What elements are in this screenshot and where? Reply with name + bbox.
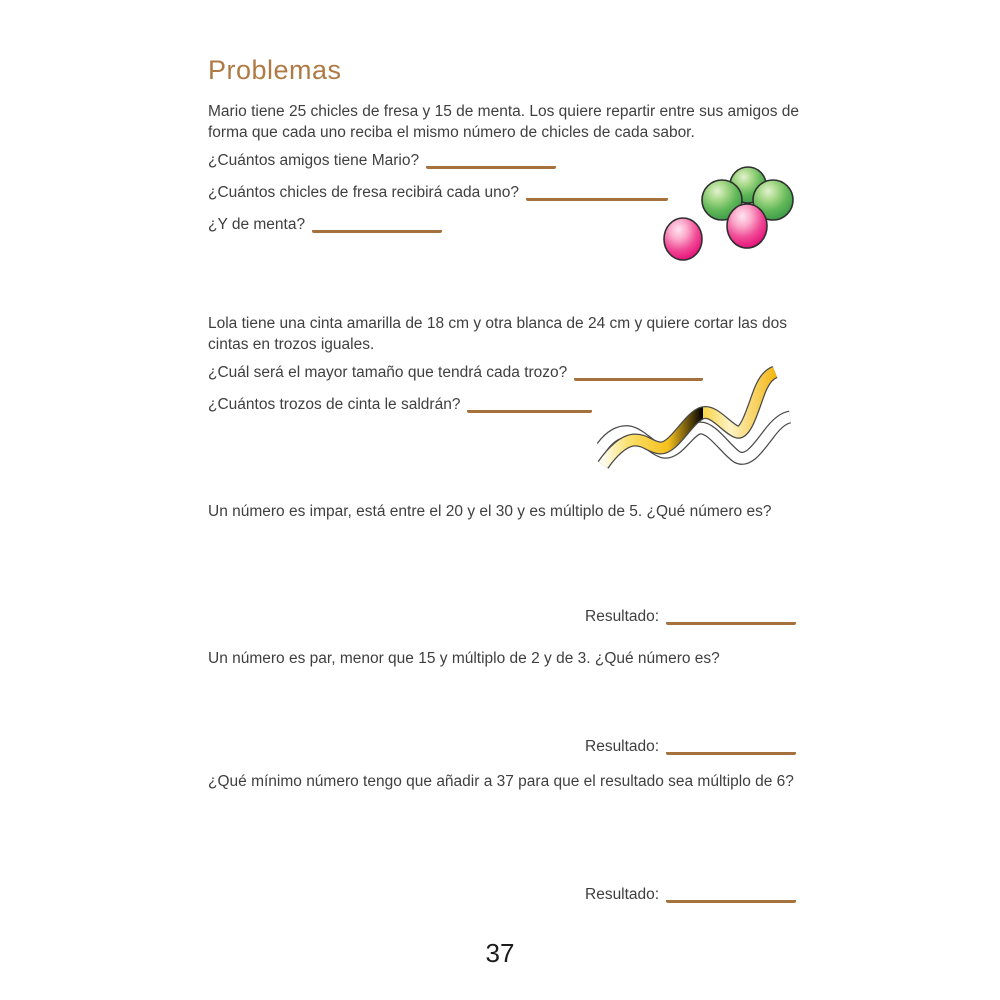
answer-blank[interactable]	[666, 897, 796, 903]
statement-line: forma que cada uno reciba el mismo número de chicles de cada sabor.	[208, 124, 695, 141]
problem3-statement: Un número es impar, está entre el 20 y el 30 y es múltiplo de 5. ¿Qué número es?	[208, 503, 772, 520]
answer-blank[interactable]	[467, 407, 592, 413]
question-row-menta	[208, 215, 442, 235]
answer-blank[interactable]	[426, 163, 556, 169]
question-label: ¿Cuántos amigos tiene Mario?	[208, 152, 420, 169]
result-label: Resultado:	[585, 886, 660, 903]
question-row-fresa	[208, 183, 668, 203]
result-row-3	[585, 885, 796, 905]
gumballs-illustration	[655, 158, 803, 270]
answer-blank[interactable]	[312, 227, 442, 233]
statement-line: Mario tiene 25 chicles de fresa y 15 de menta. Los quiere repartir entre sus amigos de	[208, 103, 800, 120]
answer-blank[interactable]	[666, 749, 796, 755]
answer-blank[interactable]	[526, 195, 668, 201]
result-label: Resultado:	[585, 608, 660, 625]
problem2-statement	[208, 313, 787, 355]
result-row-1	[585, 607, 796, 627]
statement-line: Lola tiene una cinta amarilla de 18 cm y otra blanca de 24 cm y quiere cortar las dos	[208, 315, 787, 332]
problem4-statement: Un número es par, menor que 15 y múltiplo de 2 y de 3. ¿Qué número es?	[208, 650, 720, 667]
statement-line: cintas en trozos iguales.	[208, 336, 375, 353]
question-label: ¿Cuántos chicles de fresa recibirá cada uno?	[208, 184, 520, 201]
result-row-2	[585, 737, 796, 757]
question-label: ¿Cuántos trozos de cinta le saldrán?	[208, 396, 461, 413]
page-number: 37	[485, 938, 515, 968]
pink-gumball	[664, 218, 702, 260]
problem5-statement: ¿Qué mínimo número tengo que añadir a 37 para que el resultado sea múltiplo de 6?	[208, 773, 794, 790]
question-label: ¿Cuál será el mayor tamaño que tendrá cada trozo?	[208, 364, 568, 381]
question-row-amigos	[208, 151, 556, 171]
ribbons-illustration	[588, 360, 800, 485]
page-title: Problemas	[208, 55, 342, 85]
question-label: ¿Y de menta?	[208, 216, 306, 233]
problem1-statement	[208, 101, 799, 143]
pink-gumball	[727, 204, 767, 248]
question-row-trozos	[208, 395, 592, 415]
result-label: Resultado:	[585, 738, 660, 755]
answer-blank[interactable]	[666, 619, 796, 625]
